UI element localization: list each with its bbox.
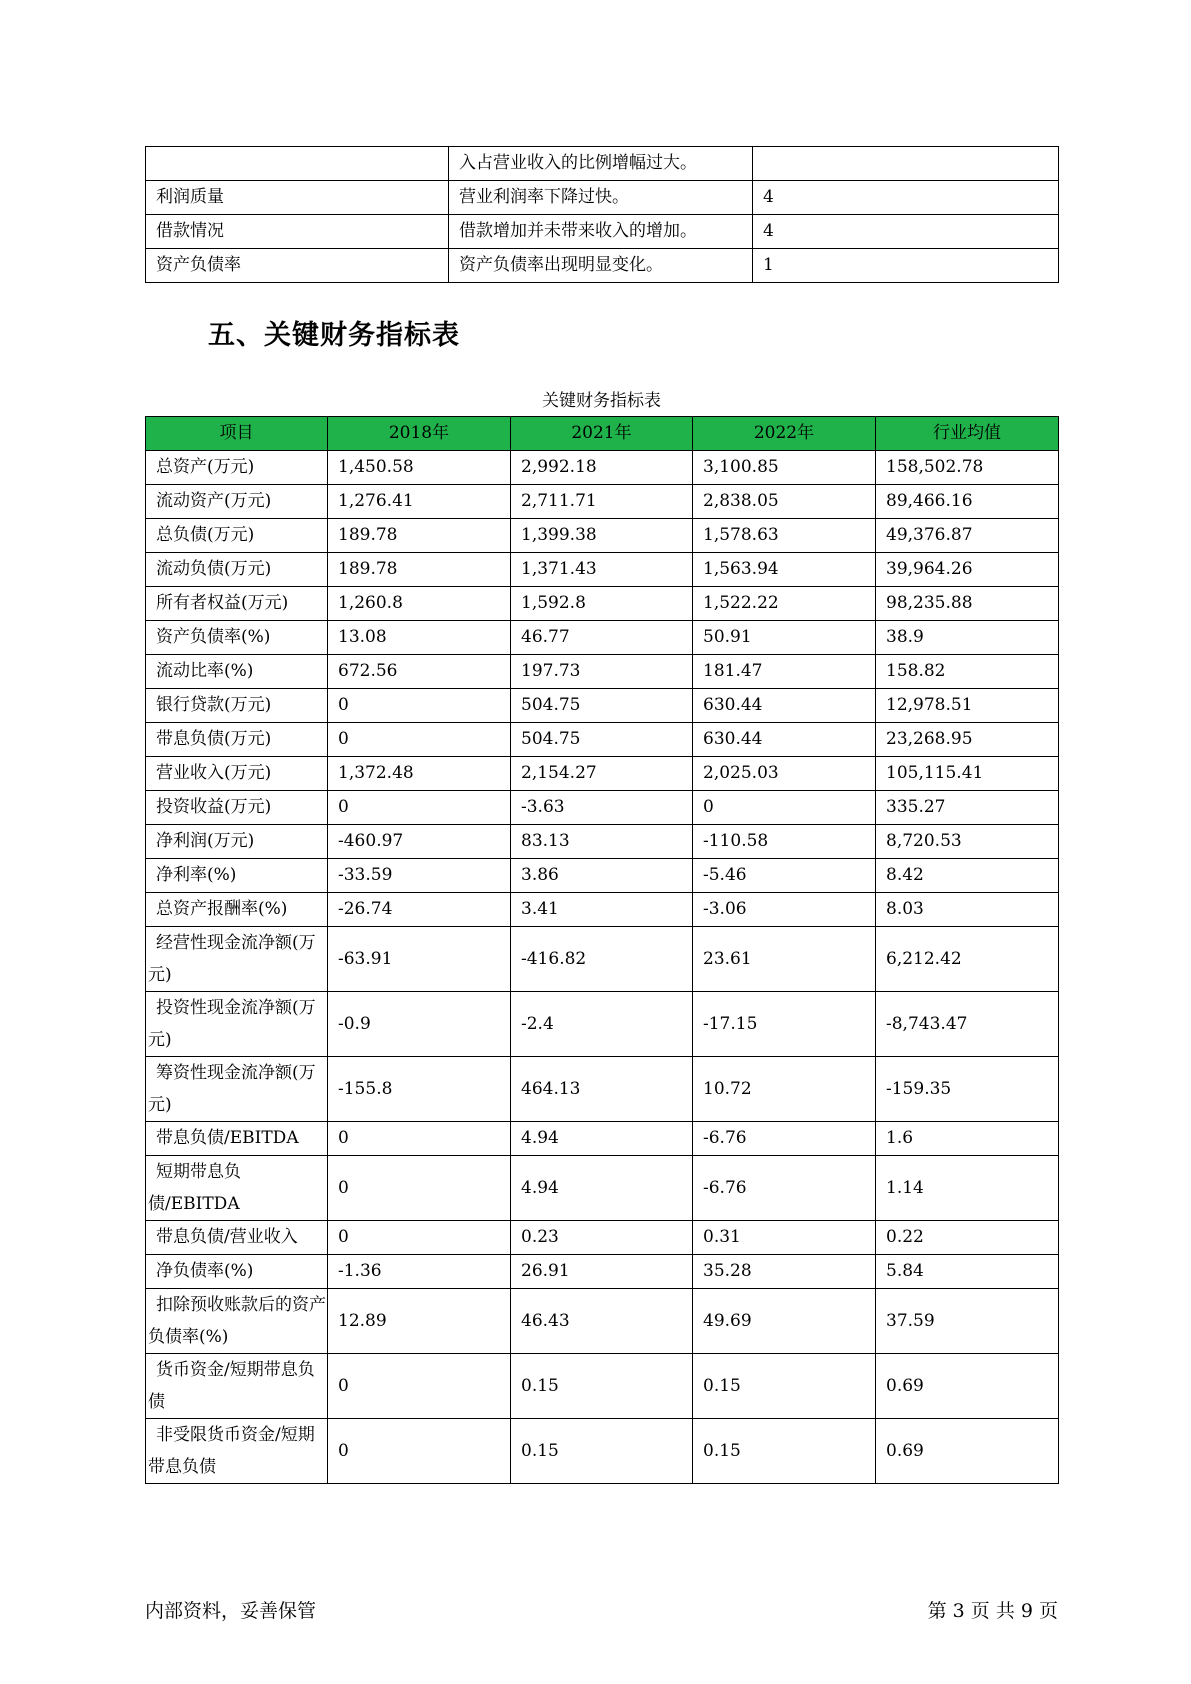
risk-item-cell: 资产负债率 <box>146 249 449 283</box>
value-cell-v2021: 83.13 <box>511 825 693 859</box>
value-cell-v2018: 13.08 <box>328 621 511 655</box>
value-cell-v2022: 1,563.94 <box>693 553 876 587</box>
risk-table <box>145 146 1059 283</box>
value-cell-v2021: 2,992.18 <box>511 451 693 485</box>
value-cell-v2021: 26.91 <box>511 1255 693 1289</box>
table-row <box>146 655 1059 689</box>
value-cell-avg: 23,268.95 <box>876 723 1059 757</box>
value-cell-v2022: -5.46 <box>693 859 876 893</box>
table-row <box>146 927 1059 992</box>
value-cell-avg: 5.84 <box>876 1255 1059 1289</box>
value-cell-v2022: -3.06 <box>693 893 876 927</box>
indicator-name-cell: 短期带息负债/EBITDA <box>146 1156 328 1221</box>
risk-score-cell: 4 <box>753 215 1059 249</box>
value-cell-v2022: 23.61 <box>693 927 876 992</box>
table-row <box>146 825 1059 859</box>
value-cell-avg: 6,212.42 <box>876 927 1059 992</box>
value-cell-v2022: 0.31 <box>693 1221 876 1255</box>
value-cell-v2018: 0 <box>328 1354 511 1419</box>
table-row <box>146 1156 1059 1221</box>
value-cell-v2022: 181.47 <box>693 655 876 689</box>
indicator-name-cell: 总负债(万元) <box>146 519 328 553</box>
value-cell-avg: 12,978.51 <box>876 689 1059 723</box>
value-cell-avg: 37.59 <box>876 1289 1059 1354</box>
value-cell-v2018: 672.56 <box>328 655 511 689</box>
indicator-name-cell: 非受限货币资金/短期带息负债 <box>146 1419 328 1484</box>
indicator-name-cell: 扣除预收账款后的资产负债率(%) <box>146 1289 328 1354</box>
value-cell-v2021: -3.63 <box>511 791 693 825</box>
table-row <box>146 1354 1059 1419</box>
table-caption: 关键财务指标表 <box>542 391 661 411</box>
table-row <box>146 723 1059 757</box>
value-cell-avg: -8,743.47 <box>876 992 1059 1057</box>
risk-desc-cell: 借款增加并未带来收入的增加。 <box>449 215 753 249</box>
value-cell-v2022: 2,025.03 <box>693 757 876 791</box>
header-industry-average: 行业均值 <box>876 417 1059 451</box>
value-cell-avg: -159.35 <box>876 1057 1059 1122</box>
value-cell-v2022: 0.15 <box>693 1419 876 1484</box>
table-row <box>146 519 1059 553</box>
risk-item-cell: 借款情况 <box>146 215 449 249</box>
table-row <box>146 553 1059 587</box>
value-cell-v2021: 4.94 <box>511 1122 693 1156</box>
value-cell-v2021: 1,399.38 <box>511 519 693 553</box>
value-cell-avg: 39,964.26 <box>876 553 1059 587</box>
table-row <box>146 1419 1059 1484</box>
value-cell-avg: 0.69 <box>876 1354 1059 1419</box>
value-cell-v2022: 10.72 <box>693 1057 876 1122</box>
value-cell-v2018: -1.36 <box>328 1255 511 1289</box>
value-cell-v2021: 1,592.8 <box>511 587 693 621</box>
value-cell-v2021: 0.15 <box>511 1419 693 1484</box>
value-cell-v2021: 0.15 <box>511 1354 693 1419</box>
table-row <box>146 147 1059 181</box>
value-cell-v2022: 49.69 <box>693 1289 876 1354</box>
value-cell-v2018: -460.97 <box>328 825 511 859</box>
value-cell-avg: 8.42 <box>876 859 1059 893</box>
value-cell-v2022: 1,522.22 <box>693 587 876 621</box>
table-row <box>146 215 1059 249</box>
value-cell-v2018: 1,372.48 <box>328 757 511 791</box>
value-cell-v2021: 3.86 <box>511 859 693 893</box>
risk-desc-cell: 资产负债率出现明显变化。 <box>449 249 753 283</box>
table-row <box>146 181 1059 215</box>
header-2018: 2018年 <box>328 417 511 451</box>
value-cell-v2022: -6.76 <box>693 1122 876 1156</box>
value-cell-avg: 38.9 <box>876 621 1059 655</box>
table-row <box>146 893 1059 927</box>
table-row <box>146 992 1059 1057</box>
table-row <box>146 791 1059 825</box>
indicator-name-cell: 筹资性现金流净额(万元) <box>146 1057 328 1122</box>
value-cell-v2022: 50.91 <box>693 621 876 655</box>
table-row <box>146 1221 1059 1255</box>
indicator-name-cell: 投资收益(万元) <box>146 791 328 825</box>
value-cell-v2018: 12.89 <box>328 1289 511 1354</box>
risk-table-body <box>146 147 1059 283</box>
value-cell-v2022: 35.28 <box>693 1255 876 1289</box>
table-row <box>146 1122 1059 1156</box>
value-cell-avg: 98,235.88 <box>876 587 1059 621</box>
table-row <box>146 249 1059 283</box>
indicator-name-cell: 净负债率(%) <box>146 1255 328 1289</box>
value-cell-v2021: 2,711.71 <box>511 485 693 519</box>
value-cell-v2021: -416.82 <box>511 927 693 992</box>
indicator-name-cell: 所有者权益(万元) <box>146 587 328 621</box>
value-cell-v2018: 189.78 <box>328 519 511 553</box>
value-cell-v2018: -0.9 <box>328 992 511 1057</box>
value-cell-v2018: -33.59 <box>328 859 511 893</box>
header-2021: 2021年 <box>511 417 693 451</box>
value-cell-v2022: 630.44 <box>693 689 876 723</box>
table-row <box>146 757 1059 791</box>
value-cell-avg: 335.27 <box>876 791 1059 825</box>
value-cell-v2021: 4.94 <box>511 1156 693 1221</box>
value-cell-v2022: 1,578.63 <box>693 519 876 553</box>
indicator-name-cell: 经营性现金流净额(万元) <box>146 927 328 992</box>
table-row <box>146 859 1059 893</box>
risk-desc-cell: 营业利润率下降过快。 <box>449 181 753 215</box>
table-row <box>146 1255 1059 1289</box>
footer-confidential-note: 内部资料，妥善保管 <box>145 1600 317 1622</box>
value-cell-avg: 89,466.16 <box>876 485 1059 519</box>
section-heading: 五、关键财务指标表 <box>208 320 460 351</box>
table-row <box>146 1057 1059 1122</box>
value-cell-v2018: 1,450.58 <box>328 451 511 485</box>
value-cell-avg: 0.69 <box>876 1419 1059 1484</box>
indicator-name-cell: 总资产(万元) <box>146 451 328 485</box>
value-cell-avg: 1.14 <box>876 1156 1059 1221</box>
value-cell-v2022: 630.44 <box>693 723 876 757</box>
risk-item-cell: 利润质量 <box>146 181 449 215</box>
table-row <box>146 485 1059 519</box>
value-cell-v2018: -155.8 <box>328 1057 511 1122</box>
value-cell-v2022: -110.58 <box>693 825 876 859</box>
value-cell-v2018: -26.74 <box>328 893 511 927</box>
value-cell-v2021: 3.41 <box>511 893 693 927</box>
risk-score-cell: 1 <box>753 249 1059 283</box>
value-cell-v2022: 0.15 <box>693 1354 876 1419</box>
value-cell-v2021: -2.4 <box>511 992 693 1057</box>
value-cell-v2021: 0.23 <box>511 1221 693 1255</box>
value-cell-v2021: 197.73 <box>511 655 693 689</box>
value-cell-v2021: 504.75 <box>511 723 693 757</box>
indicator-name-cell: 带息负债/EBITDA <box>146 1122 328 1156</box>
table-row <box>146 451 1059 485</box>
table-row <box>146 587 1059 621</box>
value-cell-avg: 1.6 <box>876 1122 1059 1156</box>
value-cell-v2021: 1,371.43 <box>511 553 693 587</box>
indicator-name-cell: 银行贷款(万元) <box>146 689 328 723</box>
value-cell-v2022: 0 <box>693 791 876 825</box>
value-cell-v2018: 0 <box>328 1221 511 1255</box>
value-cell-avg: 8.03 <box>876 893 1059 927</box>
value-cell-v2018: 0 <box>328 791 511 825</box>
value-cell-v2018: 1,276.41 <box>328 485 511 519</box>
indicator-name-cell: 流动负债(万元) <box>146 553 328 587</box>
indicator-name-cell: 净利润(万元) <box>146 825 328 859</box>
indicator-name-cell: 资产负债率(%) <box>146 621 328 655</box>
risk-item-cell <box>146 147 449 181</box>
financial-indicators-table <box>145 416 1059 1484</box>
table-row <box>146 689 1059 723</box>
value-cell-v2022: 3,100.85 <box>693 451 876 485</box>
table-row <box>146 621 1059 655</box>
value-cell-avg: 105,115.41 <box>876 757 1059 791</box>
value-cell-avg: 158,502.78 <box>876 451 1059 485</box>
indicator-name-cell: 流动资产(万元) <box>146 485 328 519</box>
value-cell-avg: 8,720.53 <box>876 825 1059 859</box>
indicator-name-cell: 带息负债(万元) <box>146 723 328 757</box>
value-cell-v2021: 464.13 <box>511 1057 693 1122</box>
value-cell-avg: 49,376.87 <box>876 519 1059 553</box>
value-cell-v2021: 2,154.27 <box>511 757 693 791</box>
value-cell-v2022: -17.15 <box>693 992 876 1057</box>
risk-score-cell: 4 <box>753 181 1059 215</box>
value-cell-v2022: 2,838.05 <box>693 485 876 519</box>
value-cell-v2022: -6.76 <box>693 1156 876 1221</box>
value-cell-v2018: 0 <box>328 1419 511 1484</box>
footer-page-number: 第 3 页 共 9 页 <box>927 1600 1058 1622</box>
indicator-name-cell: 货币资金/短期带息负债 <box>146 1354 328 1419</box>
financial-table-body <box>146 451 1059 1484</box>
header-2022: 2022年 <box>693 417 876 451</box>
indicator-name-cell: 总资产报酬率(%) <box>146 893 328 927</box>
value-cell-v2018: 189.78 <box>328 553 511 587</box>
value-cell-v2018: -63.91 <box>328 927 511 992</box>
value-cell-v2018: 0 <box>328 723 511 757</box>
value-cell-avg: 0.22 <box>876 1221 1059 1255</box>
table-header-row <box>146 417 1059 451</box>
indicator-name-cell: 带息负债/营业收入 <box>146 1221 328 1255</box>
value-cell-v2021: 46.43 <box>511 1289 693 1354</box>
table-row <box>146 1289 1059 1354</box>
value-cell-v2018: 1,260.8 <box>328 587 511 621</box>
header-item: 项目 <box>146 417 328 451</box>
value-cell-avg: 158.82 <box>876 655 1059 689</box>
risk-score-cell <box>753 147 1059 181</box>
value-cell-v2018: 0 <box>328 689 511 723</box>
indicator-name-cell: 营业收入(万元) <box>146 757 328 791</box>
risk-desc-cell: 入占营业收入的比例增幅过大。 <box>449 147 753 181</box>
value-cell-v2021: 504.75 <box>511 689 693 723</box>
indicator-name-cell: 流动比率(%) <box>146 655 328 689</box>
value-cell-v2021: 46.77 <box>511 621 693 655</box>
value-cell-v2018: 0 <box>328 1122 511 1156</box>
indicator-name-cell: 净利率(%) <box>146 859 328 893</box>
indicator-name-cell: 投资性现金流净额(万元) <box>146 992 328 1057</box>
value-cell-v2018: 0 <box>328 1156 511 1221</box>
